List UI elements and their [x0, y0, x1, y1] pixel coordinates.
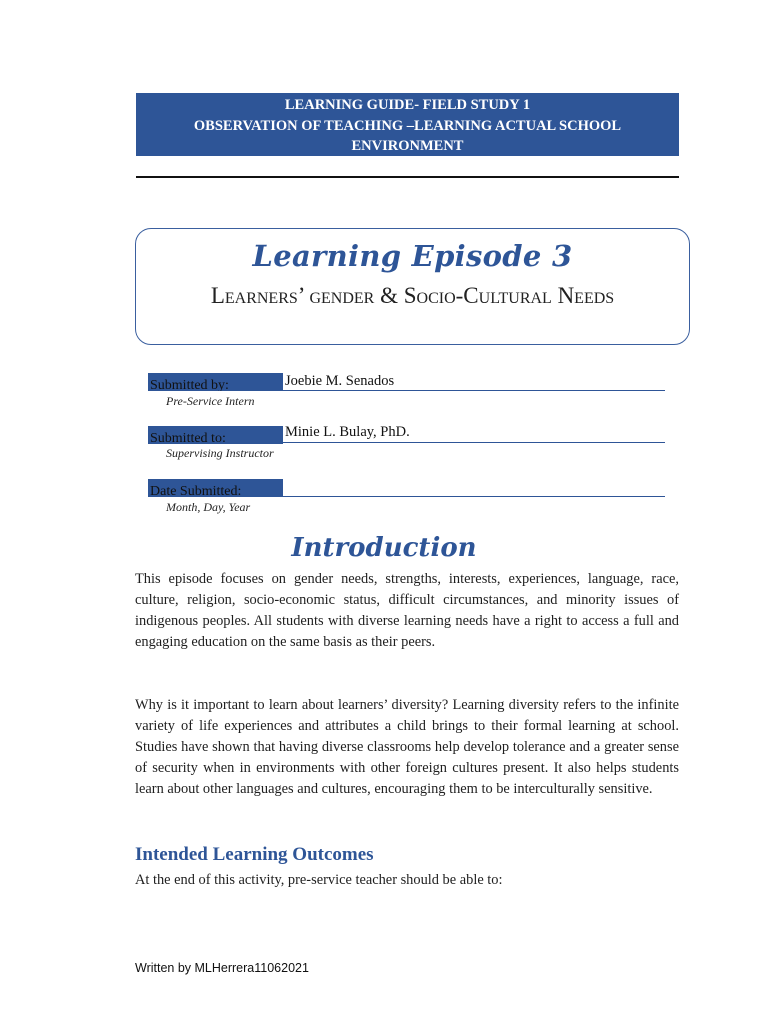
- intro-paragraph-2: Why is it important to learn about learners’ diversity? Learning diversity refers to the infinite variety of life experiences and attributes a child brings to their formal learning at school. Studies have shown that having diverse classrooms help develop tolerance and a greater sense of security when in environments with other foreign cultures present. It also helps students learn about other languages and cultures, encouraging them to be interculturally sensitive.: [135, 697, 679, 797]
- submitted-by-label: Submitted by:: [148, 373, 283, 391]
- submitted-by-caption: Pre-Service Intern: [166, 394, 255, 408]
- submitted-by-value[interactable]: Joebie M. Senados: [285, 373, 395, 389]
- outcomes-heading: Intended Learning Outcomes: [135, 844, 374, 865]
- header-line-1: LEARNING GUIDE- FIELD STUDY 1: [284, 97, 531, 113]
- episode-title: Learning Episode 3: [252, 239, 573, 273]
- date-submitted-label: Date Submitted:: [148, 479, 283, 497]
- submitted-to-label: Submitted to:: [148, 426, 283, 444]
- date-submitted-line: [283, 496, 665, 497]
- header-line-3: ENVIRONMENT: [351, 138, 464, 154]
- header-divider: [136, 176, 679, 178]
- submitted-to-line: [283, 442, 665, 443]
- intro-paragraph-1: This episode focuses on gender needs, strengths, interests, experiences, language, race, culture, religion, socio-economic status, difficult circumstances, and minority issues of indigenous peoples. All students with diverse learning needs have a right to access a full and engaging education on the same basis as their peers.: [135, 571, 679, 650]
- outcomes-intro: At the end of this activity, pre-service teacher should be able to:: [135, 872, 503, 888]
- submitted-by-line: [283, 390, 665, 391]
- episode-subtitle: Learners’ gender & Socio-Cultural Needs: [210, 283, 615, 308]
- header-line-2: OBSERVATION OF TEACHING –LEARNING ACTUAL SCHOOL: [193, 117, 622, 134]
- episode-title-box: [135, 228, 690, 345]
- footer-credit: Written by MLHerrera11062021: [135, 961, 309, 975]
- date-submitted-caption: Month, Day, Year: [166, 500, 251, 514]
- submitted-to-caption: Supervising Instructor: [166, 446, 274, 460]
- introduction-heading: Introduction: [291, 533, 477, 563]
- header-banner: [136, 93, 679, 156]
- submitted-to-value[interactable]: Minie L. Bulay, PhD.: [285, 424, 410, 440]
